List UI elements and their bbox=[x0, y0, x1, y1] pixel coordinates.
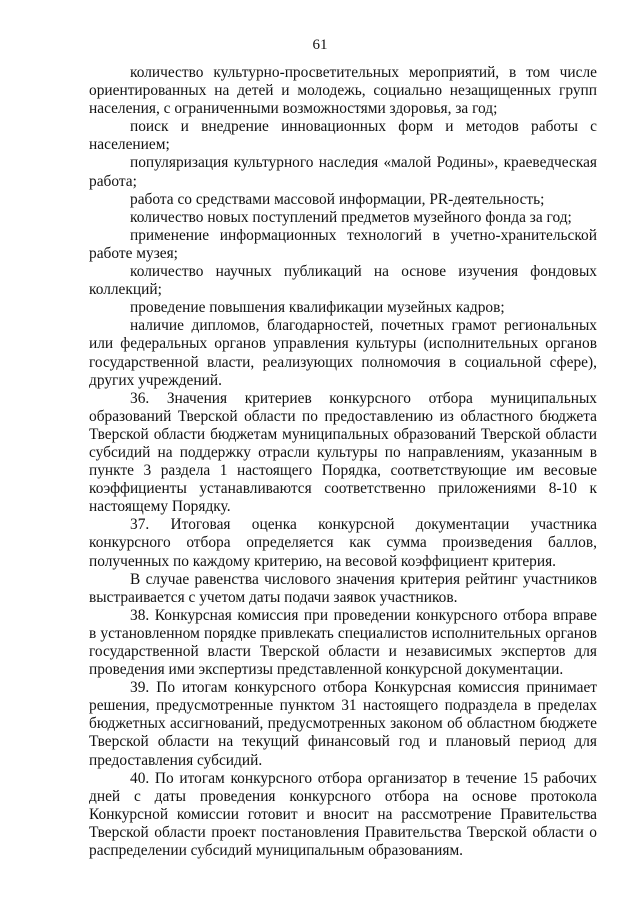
text-line: количество научных публикаций на основе изучения фондовых bbox=[130, 263, 597, 281]
text-line: дней с даты проведения конкурсного отбора на основе протокола bbox=[89, 787, 597, 805]
text-line: образований Тверской области по предоставлению из областного бюджета bbox=[89, 407, 597, 425]
text-line: 37. Итоговая оценка конкурсной документации участника bbox=[130, 516, 597, 534]
text-line: пункте 3 раздела 1 настоящего Порядка, соответствующие им весовые bbox=[89, 462, 597, 480]
text-line: выстраивается с учетом даты подачи заявок участников. bbox=[89, 588, 458, 606]
text-line: субсидий на поддержку отрасли культуры по направлениям, указанным в bbox=[89, 443, 597, 461]
text-line: 39. По итогам конкурсного отбора Конкурсная комиссия принимает bbox=[130, 679, 597, 697]
text-line: Тверской области проект постановления Правительства Тверской области о bbox=[89, 823, 597, 841]
text-line: количество культурно-просветительных мероприятий, в том числе bbox=[130, 64, 597, 81]
text-line: населения, с ограниченными возможностями здоровья, за год; bbox=[89, 100, 498, 118]
document-body bbox=[89, 64, 597, 860]
text-line: решения, предусмотренные пунктом 31 настоящего подраздела в пределах bbox=[89, 697, 597, 715]
text-line: Конкурсной комиссии готовит и вносит на рассмотрение Правительства bbox=[89, 805, 597, 823]
text-line: 36. Значения критериев конкурсного отбора муниципальных bbox=[130, 389, 597, 407]
text-line: 38. Конкурсная комиссия при проведении конкурсного отбора вправе bbox=[130, 606, 597, 624]
text-line: работе музея; bbox=[89, 244, 178, 262]
text-line: проведения ими экспертизы представленной конкурсной документации. bbox=[89, 661, 564, 679]
text-line: работа; bbox=[89, 172, 137, 190]
text-line: или федеральных органов управления культуры (исполнительных органов bbox=[89, 335, 597, 353]
text-line: других учреждений. bbox=[89, 371, 222, 389]
text-line: поиск и внедрение инновационных форм и методов работы с bbox=[130, 118, 597, 136]
text-line: 40. По итогам конкурсного отбора организатор в течение 15 рабочих bbox=[130, 769, 597, 787]
text-line: популяризация культурного наследия «малой Родины», краеведческая bbox=[130, 154, 597, 172]
text-line: государственной власти, реализующих полномочия в социальной сфере), bbox=[89, 353, 597, 371]
text-line: работа со средствами массовой информации, PR-деятельность; bbox=[130, 190, 545, 208]
text-line: Тверской области на текущий финансовый год и плановый период для bbox=[89, 733, 597, 751]
text-line: предоставления субсидий. bbox=[89, 751, 263, 769]
text-line: полученных по каждому критерию, на весовой коэффициент критерия. bbox=[89, 552, 557, 570]
text-line: в установленном порядке привлекать специалистов исполнительных органов bbox=[89, 624, 597, 642]
text-line: настоящему Порядку. bbox=[89, 498, 231, 516]
text-line: количество новых поступлений предметов музейного фонда за год; bbox=[130, 208, 572, 226]
text-line: В случае равенства числового значения критерия рейтинг участников bbox=[130, 570, 597, 588]
text-line: государственной власти Тверской области и независимых экспертов для bbox=[89, 643, 597, 660]
text-line: Тверской области бюджетам муниципальных образований Тверской области bbox=[89, 425, 597, 443]
text-line: ориентированных на детей и молодежь, социально незащищенных групп bbox=[89, 82, 597, 100]
text-line: населением; bbox=[89, 136, 170, 154]
text-line: бюджетных ассигнований, предусмотренных законом об областном бюджете bbox=[89, 715, 597, 733]
text-line: проведение повышения квалификации музейных кадров; bbox=[130, 299, 505, 317]
text-line: применение информационных технологий в учетно-хранительской bbox=[130, 226, 597, 244]
text-line: распределении субсидий муниципальным образованиям. bbox=[89, 842, 464, 860]
page-number: 61 bbox=[312, 37, 328, 53]
text-line: конкурсного отбора определяется как сумма произведения баллов, bbox=[89, 534, 597, 552]
text-line: коэффициенты устанавливаются соответственно приложениями 8-10 к bbox=[89, 480, 597, 498]
text-line: наличие дипломов, благодарностей, почетных грамот региональных bbox=[130, 317, 597, 335]
text-line: коллекций; bbox=[89, 281, 162, 299]
